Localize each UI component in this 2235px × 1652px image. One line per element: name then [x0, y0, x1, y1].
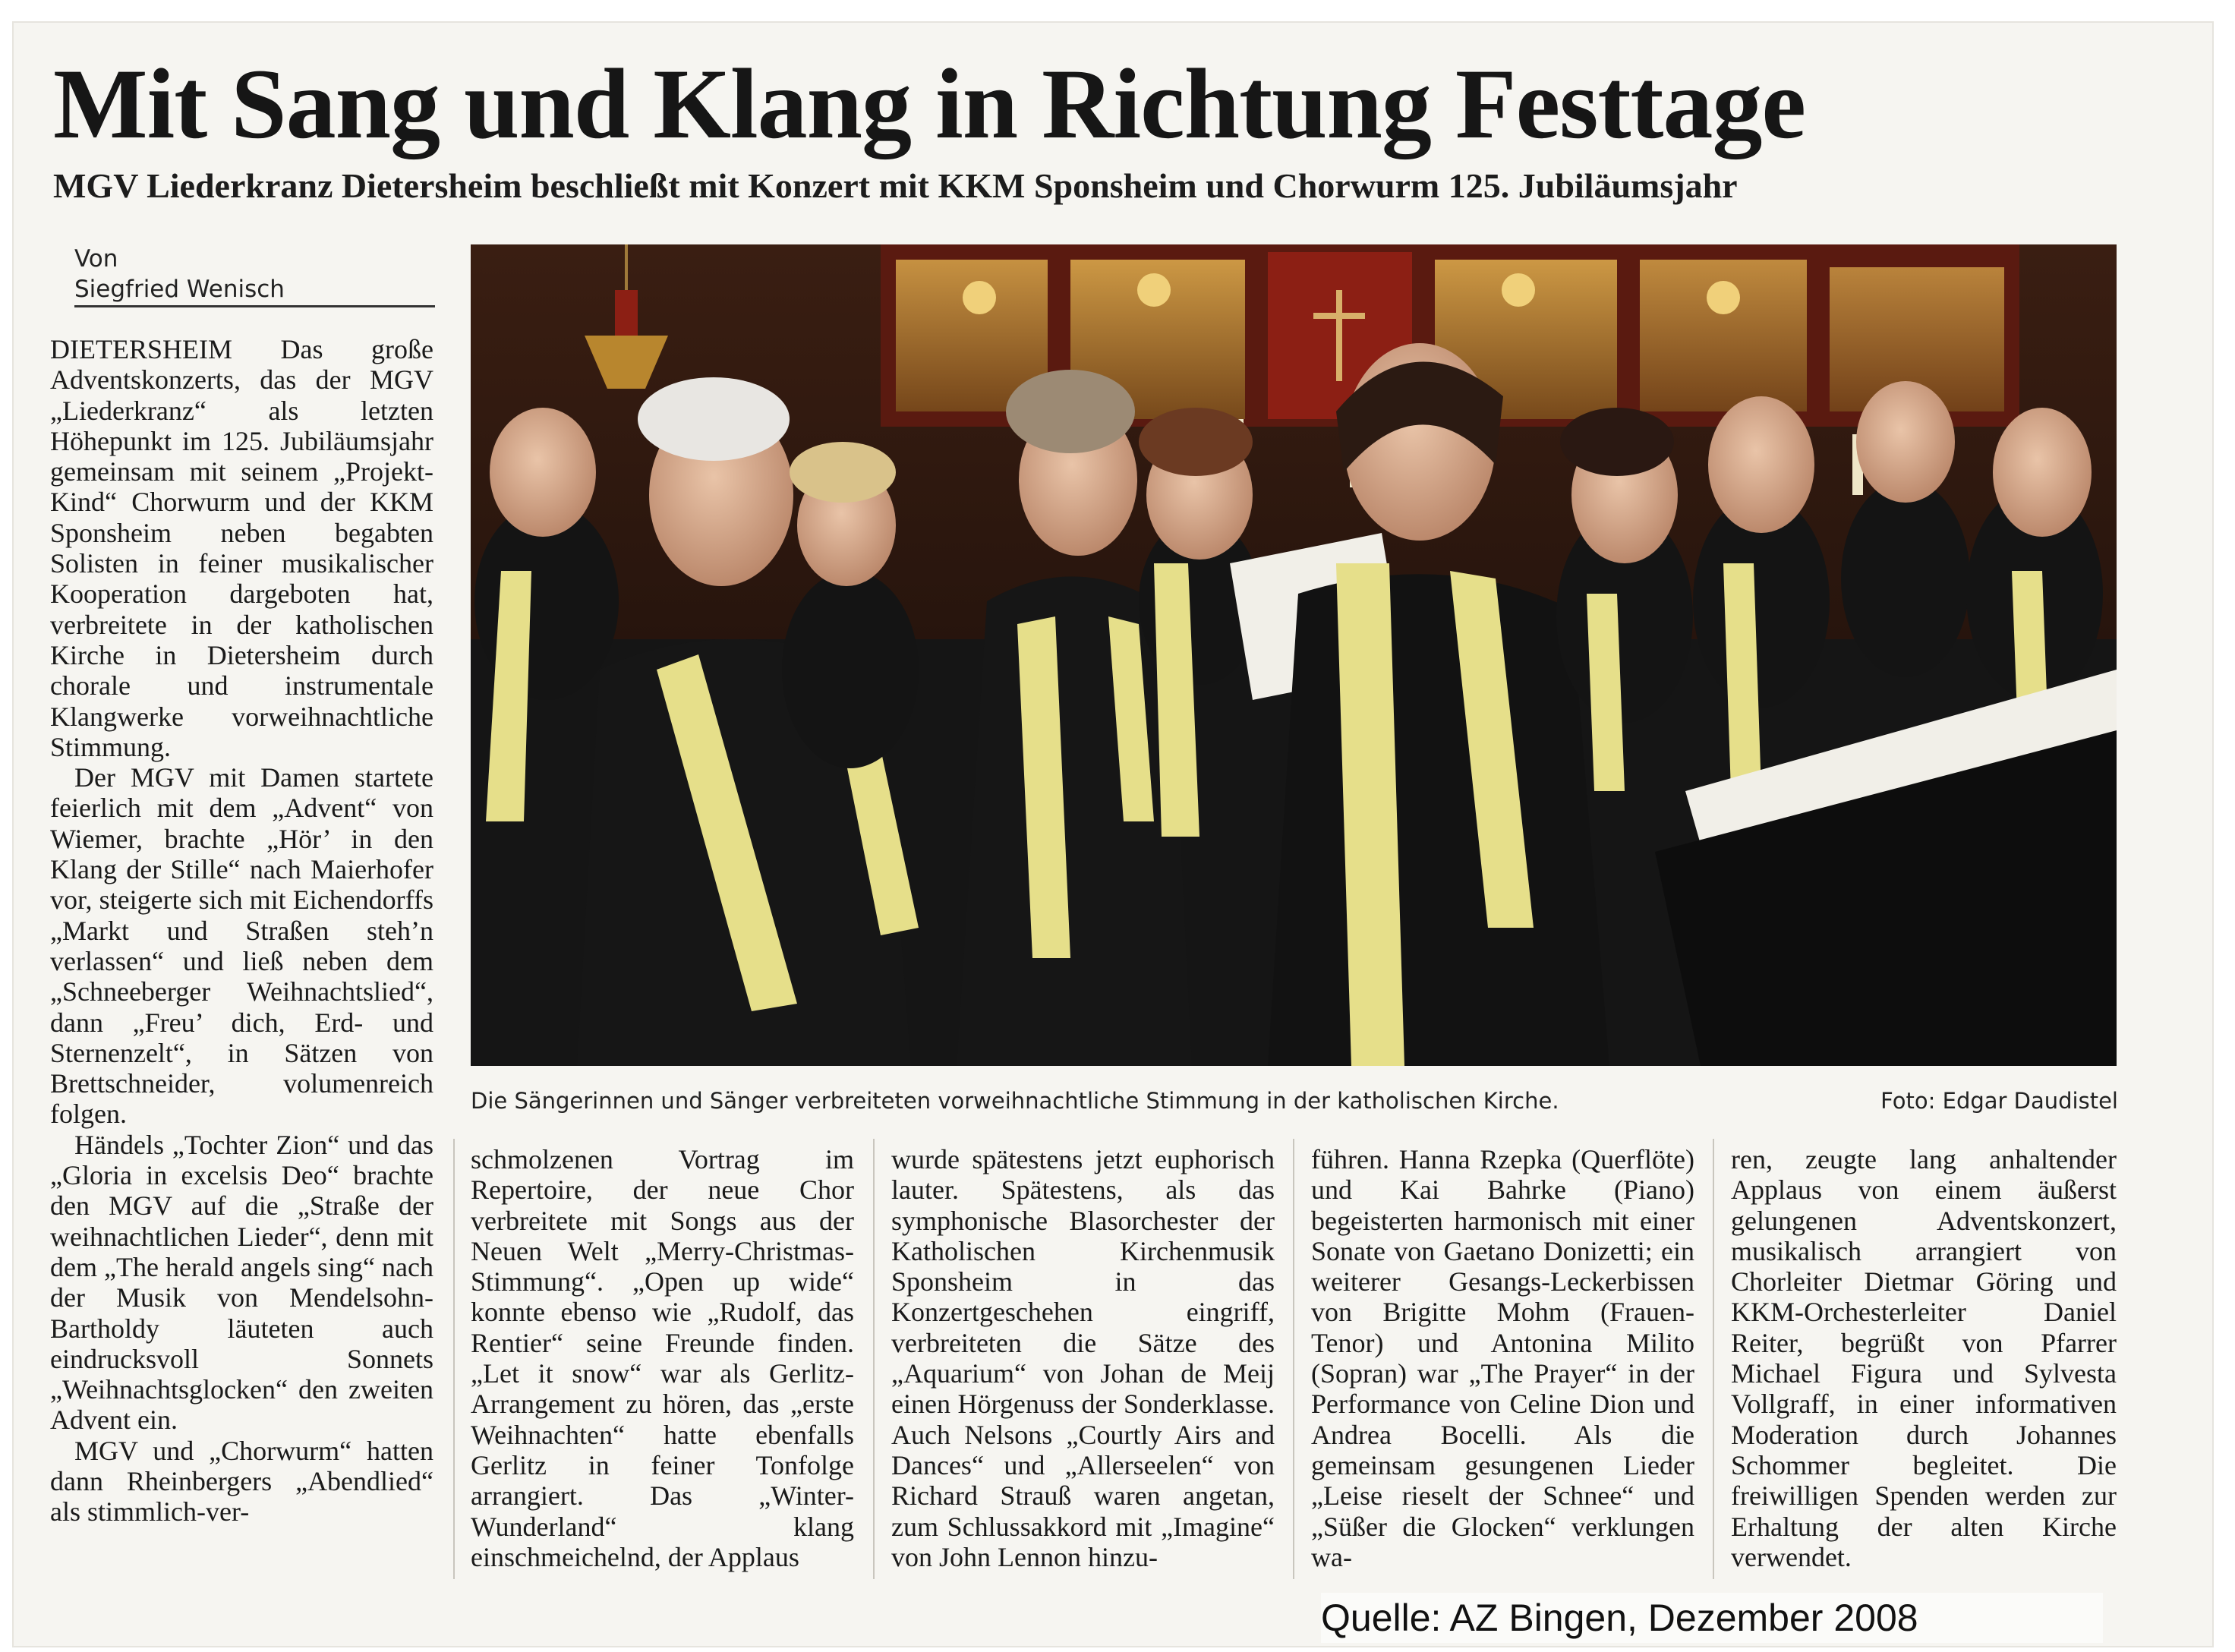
paragraph: DIETERSHEIM Das große Adventskonzerts, das der MGV „Liederkranz“ als letzten Höhepunkt im 125. Jubiläumsjahr gemeinsam mit seinem „Projekt-Kind“ Chorwurm und der KKM Sponsheim neben begabten Solisten in feiner musikalischer Kooperation dargeboten hat, verbreitete in der katholischen Kirche in Dietersheim durch chorale und instrumentale Klangwerke vorweihnachtliche Stimmung. — [50, 334, 433, 762]
paragraph: MGV und „Chorwurm“ hatten dann Rheinbergers „Abendlied“ als stimmlich-ver- — [50, 1435, 433, 1527]
article-headline: Mit Sang und Klang in Richtung Festtage — [53, 48, 1805, 159]
article-subheadline: MGV Liederkranz Dietersheim beschließt mit Konzert mit KKM Sponsheim und Chorwurm 125. Jubiläumsjahr — [53, 166, 1738, 205]
body-column-2 — [471, 1144, 854, 1577]
paragraph: schmolzenen Vortrag im Repertoire, der neue Chor verbreitete mit Songs aus der Neuen Welt „Merry-Christmas-Stimmung“. „Open up wide“ konnte ebenso wie „Rudolf, das Rentier“ seine Freunde finden. „Let it snow“ war als Gerlitz-Arrangement zu hören, das „erste Weihnachten“ hatte ebenfalls Gerlitz in feiner Tonfolge arrangiert. Das „Winter-Wunderland“ klang einschmeichelnd, der Applaus — [471, 1144, 854, 1572]
byline-divider — [74, 305, 435, 307]
photo-credit: Foto: Edgar Daudistel — [1880, 1088, 2118, 1114]
body-column-5 — [1731, 1144, 2117, 1577]
column-divider — [453, 1139, 455, 1579]
column-divider — [1293, 1139, 1294, 1579]
column-divider — [873, 1139, 875, 1579]
byline-author: Siegfried Wenisch — [74, 276, 285, 303]
paragraph: wurde spätestens jetzt euphorisch lauter. Spätestens, als das symphonische Blasorchester der Katholischen Kirchenmusik Sponsheim in das Konzertgeschehen eingriff, verbreiteten die Sätze des „Aquarium“ von Johan de Meij einen Hörgenuss der Sonderklasse. Auch Nelsons „Courtly Airs and Dances“ und „Allerseelen“ von Richard Strauß waren angetan, zum Schlussakkord mit „Imagine“ von John Lennon hinzu- — [891, 1144, 1275, 1572]
paragraph: Händels „Tochter Zion“ und das „Gloria in excelsis Deo“ brachte den MGV auf die „Straße der weihnachtlichen Lieder“, denn mit dem „The herald angels sing“ nach der Musik von Mendelsohn-Bartholdy läuteten auch eindrucksvoll Sonnets „Weihnachtsglocken“ den zweiten Advent ein. — [50, 1129, 433, 1436]
choir-photo-illustration — [471, 244, 2117, 1066]
paragraph: ren, zeugte lang anhaltender Applaus von einem äußerst gelungenen Adventskonzert, musikalisch arrangiert von Chorleiter Dietmar Göring und KKM-Orchesterleiter Daniel Reiter, begrüßt von Pfarrer Michael Figura und Sylvesta Vollgraff, in einer informativen Moderation durch Johannes Schommer begleitet. Die freiwilligen Spenden werden zur Erhaltung der alten Kirche verwendet. — [1731, 1144, 2117, 1572]
body-column-1 — [50, 334, 433, 1579]
body-column-3 — [891, 1144, 1275, 1577]
paragraph: Der MGV mit Damen startete feierlich mit dem „Advent“ von Wiemer, brachte „Hör’ in den Klang der Stille“ nach Maierhofer vor, steigerte sich mit Eichendorffs „Markt und Straßen steh’n verlassen“ und ließ neben dem „Schneeberger Weihnachtslied“, dann „Freu’ dich, Erd- und Sternenzelt“, in Sätzen von Brettschneider, volumenreich folgen. — [50, 762, 433, 1130]
choir-photo — [471, 244, 2117, 1066]
source-note: Quelle: AZ Bingen, Dezember 2008 — [1321, 1593, 2103, 1643]
body-column-4 — [1311, 1144, 1694, 1577]
byline-label: Von — [74, 245, 118, 273]
paragraph: führen. Hanna Rzepka (Querflöte) und Kai Bahrke (Piano) begeisterten harmonisch mit einer Sonate von Gaetano Donizetti; ein weiterer Gesangs-Leckerbissen von Brigitte Mohm (Frauen-Tenor) und Antonina Milito (Sopran) war „The Prayer“ in der Performance von Celine Dion und Andrea Bocelli. Als die gemeinsam gesungenen Lieder „Leise rieselt der Schnee“ und „Süßer die Glocken“ verklungen wa- — [1311, 1144, 1694, 1572]
photo-caption: Die Sängerinnen und Sänger verbreiteten vorweihnachtliche Stimmung in der katholischen Kirche. — [471, 1088, 1559, 1114]
column-divider — [1713, 1139, 1714, 1579]
